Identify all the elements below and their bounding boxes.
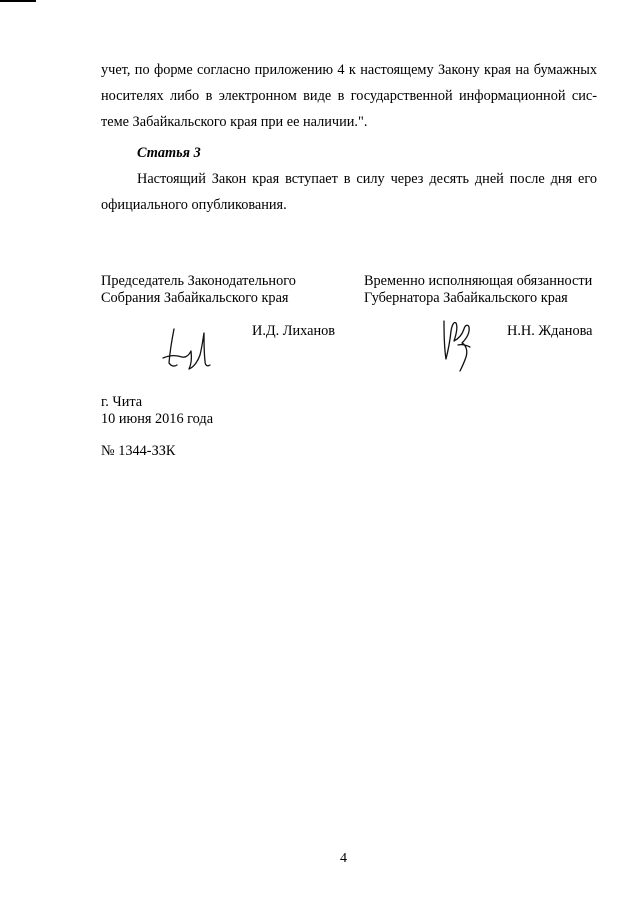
signatory-right-name: Н.Н. Жданова [507, 323, 593, 339]
date: 10 июня 2016 года [101, 411, 214, 427]
signatory-left-title [101, 273, 296, 307]
place: г. Чита [101, 394, 143, 410]
paragraph-line: теме Забайкальского края при ее наличии.". [101, 114, 368, 130]
article-text [101, 166, 597, 218]
article-text-line: Настоящий Закон края вступает в силу через десять дней после дня его [137, 171, 597, 187]
place-date-block [101, 394, 213, 428]
page-number: 4 [340, 851, 347, 866]
paragraph-continuation [101, 57, 597, 135]
article-heading: Статья 3 [137, 145, 201, 161]
signatory-right-title-line: Временно исполняющая обязанности [364, 273, 593, 289]
paragraph-line: носителях либо в электронном виде в государственной информационной сис- [101, 88, 597, 104]
corner-rule [0, 0, 36, 2]
paragraph-line: учет, по форме согласно приложению 4 к настоящему Закону края на бумажных [101, 62, 597, 78]
law-number: № 1344-ЗЗК [101, 443, 176, 459]
signatory-left-name: И.Д. Лиханов [252, 323, 336, 339]
signatory-left-title-line: Председатель Законодательного [101, 273, 296, 289]
signatory-left-title-line: Собрания Забайкальского края [101, 290, 289, 306]
article-text-line: официального опубликования. [101, 197, 287, 213]
signature-left [160, 325, 216, 375]
signatory-right-title [364, 273, 592, 307]
signatory-right-title-line: Губернатора Забайкальского края [364, 290, 568, 306]
signature-right [438, 315, 478, 375]
